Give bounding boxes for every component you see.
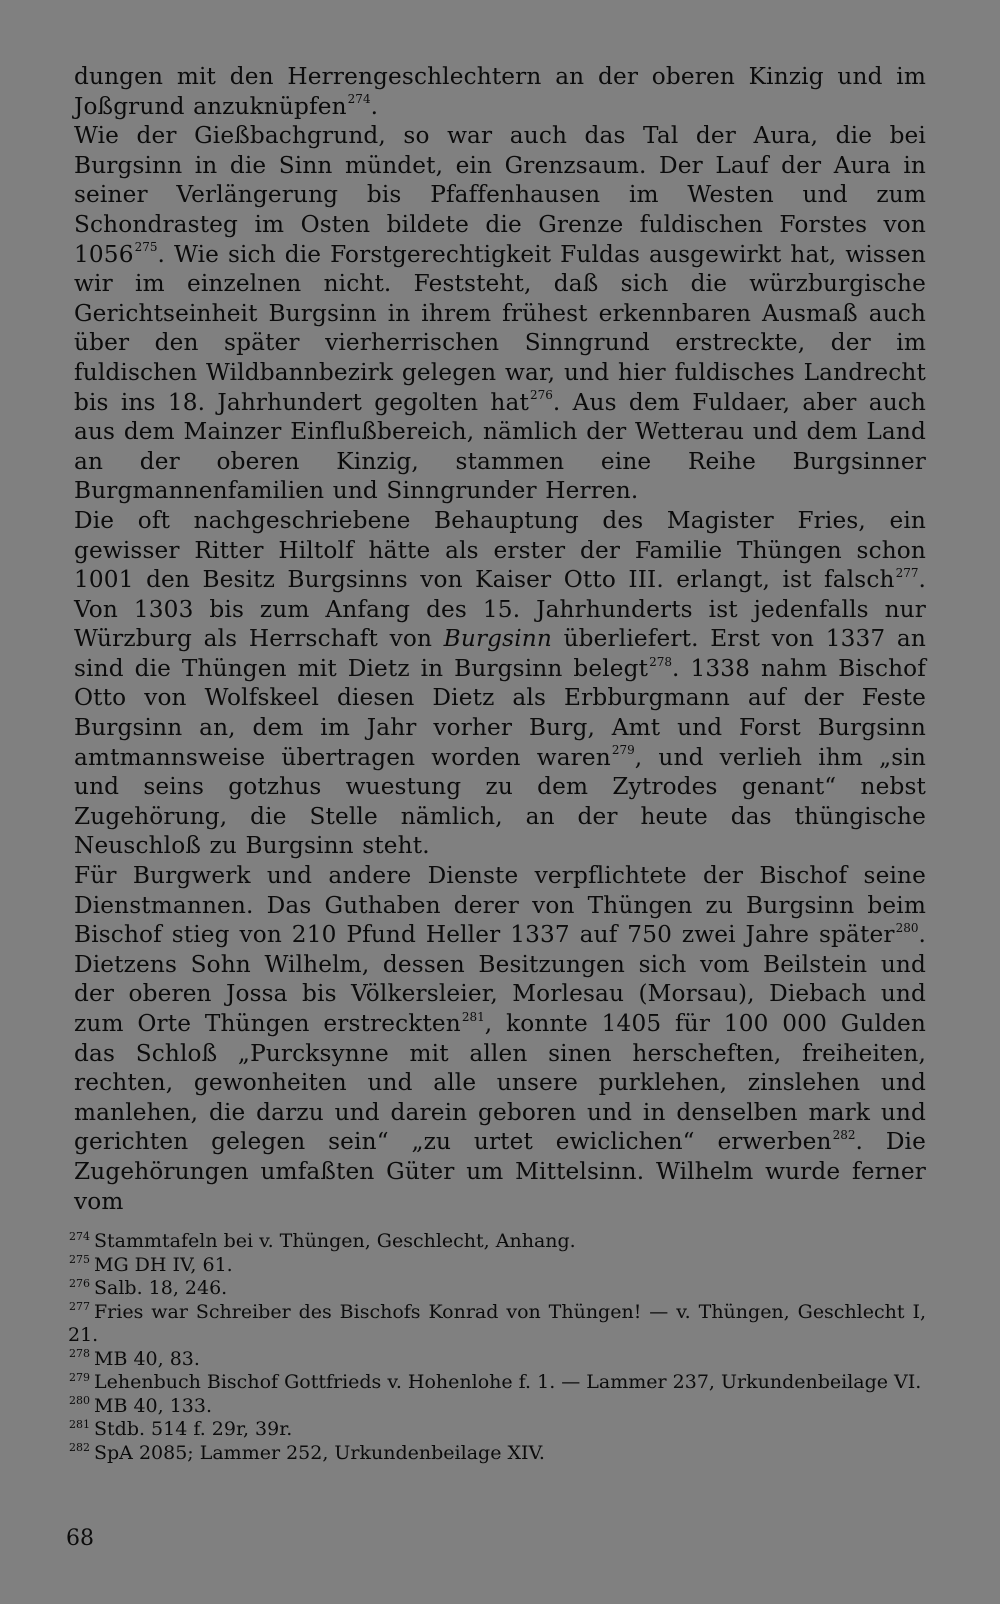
footnote-number: 276 [69,1276,90,1290]
footnote-text: Fries war Schreiber des Bischofs Konrad von Thüngen! — v. Thüngen, Geschlecht I, 21. [68,1300,926,1346]
footnote-reference: 279 [611,743,635,758]
footnote-reference: 274 [347,92,371,107]
footnote-number: 282 [69,1441,90,1455]
footnote-text: Stdb. 514 f. 29r, 39r. [94,1418,293,1440]
text-run: . Wie sich die Forstgerechtigkeit Fuldas ausgewirkt hat, wissen wir im einzelnen nicht. Feststeht, daß sich die würzburgische Gerichtseinheit Burgsinn in ihrem frühest erkennbaren Ausmaß auch über den später vierherrischen Sinngrund erstreckte, der im fuldischen Wildbannbezirk gelegen war, und hier fuldisches Landrecht bis ins 18. Jahrhundert gegolten hat [74,240,926,416]
text-run: . Die Zugehörungen umfaßten Güter um Mittelsinn. Wilhelm wurde ferner vom [74,1128,926,1215]
footnote [68,1418,926,1442]
paragraph [74,861,926,1216]
paragraph [74,62,926,121]
page-body [74,62,926,1216]
footnotes [68,1230,926,1465]
text-run: überliefert. Erst von 1337 an sind die Thüngen mit Dietz in Burgsinn belegt [74,625,926,682]
footnote-number: 278 [69,1347,90,1361]
footnote-reference: 282 [832,1128,856,1143]
footnote-text: Stammtafeln bei v. Thüngen, Geschlecht, Anhang. [94,1230,576,1252]
footnote-reference: 280 [895,921,919,936]
footnote-reference: 275 [134,240,158,255]
text-run: Wie der Gießbachgrund, so war auch das Tal der Aura, die bei Burgsinn in die Sinn mündet, ein Grenzsaum. Der Lauf der Aura in seiner Verlängerung bis Pfaffenhausen im Westen und zum Schondrasteg im Osten bildete die Grenze fuldischen Forstes von 1056 [74,122,926,268]
footnote [68,1395,926,1419]
footnote-text: MG DH IV, 61. [94,1253,233,1276]
footnote-number: 274 [69,1229,90,1243]
main-text [74,62,926,1216]
text-run: Die oft nachgeschriebene Behauptung des Magister Fries, ein gewisser Ritter Hiltolf hätte als erster der Familie Thüngen schon 1001 den Besitz Burgsinns von Kaiser Otto III. erlangt, ist falsch [74,506,926,594]
footnote-number: 279 [69,1370,90,1384]
text-run: , und verlieh ihm „sin und seins gotzhus wuestung zu dem Zytrodes genant“ nebst Zugehörung, die Stelle nämlich, an der heute das thüngische Neuschloß zu Burgsinn steht. [74,743,927,860]
footnote-text: Lehenbuch Bischof Gottfrieds v. Hohenlohe f. 1. — Lammer 237, Urkundenbeilage VI. [94,1371,922,1393]
footnote [68,1371,926,1395]
text-run: Für Burgwerk und andere Dienste verpflichtete der Bischof seine Dienstmannen. Das Guthaben derer von Thüngen zu Burgsinn beim Bischof stieg von 210 Pfund Heller 1337 auf 750 zwei Jahre später [74,862,926,949]
page-number: 68 [66,1526,94,1551]
footnote-text: Salb. 18, 246. [94,1277,228,1299]
paragraph [74,506,926,861]
footnote-reference: 277 [895,565,919,580]
text-run: . Dietzens Sohn Wilhelm, dessen Besitzungen sich vom Beilstein und der oberen Jossa bis Völkersleier, Morlesau (Morsau), Diebach und zum Orte Thüngen erstreckten [74,921,926,1037]
footnote-number: 280 [69,1394,90,1408]
text-run: . [370,92,379,120]
footnote-text: MB 40, 83. [94,1347,200,1370]
paragraph [74,121,926,506]
text-run: , konnte 1405 für 100 000 Gulden das Schloß „Purcksynne mit allen sinen herscheften, freiheiten, rechten, gewonheiten und alle unsere purklehen, zinslehen und manlehen, die darzu und darein geboren und in denselben mark und gerichten gelegen sein“ „zu urtet ewiclichen“ erwerben [74,1010,926,1156]
footnote-reference: 278 [649,654,673,669]
footnote-text: MB 40, 133. [94,1394,213,1417]
footnote-number: 275 [69,1253,90,1267]
footnote [68,1442,926,1466]
footnote [68,1277,926,1301]
footnote-text: SpA 2085; Lammer 252, Urkundenbeilage XIV. [94,1441,545,1464]
footnote [68,1230,926,1254]
emphasized-text: Burgsinn [443,625,552,653]
text-run: . Von 1303 bis zum Anfang des 15. Jahrhunderts ist jedenfalls nur Würzburg als Herrschaft von [74,566,926,653]
footnote-reference: 276 [529,388,553,403]
footnote [68,1348,926,1372]
footnote-reference: 281 [461,1009,485,1024]
text-run: . 1338 nahm Bischof Otto von Wolfskeel diesen Dietz als Erbburgmann auf der Feste Burgsinn an, dem im Jahr vorher Burg, Amt und Forst Burgsinn amtmannsweise übertragen worden waren [74,654,927,771]
footnote-number: 281 [69,1417,90,1431]
footnote-number: 277 [69,1300,90,1314]
footnote [68,1254,926,1278]
text-run: . Aus dem Fuldaer, aber auch aus dem Mainzer Einflußbereich, nämlich der Wetterau und dem Land an der oberen Kinzig, stammen eine Reihe Burgsinner Burgmannenfamilien und Sinngrunder Herren. [74,388,926,505]
text-run: dungen mit den Herrengeschlechtern an der oberen Kinzig und im Joßgrund anzuknüpfen [74,63,926,120]
footnote [68,1301,926,1348]
